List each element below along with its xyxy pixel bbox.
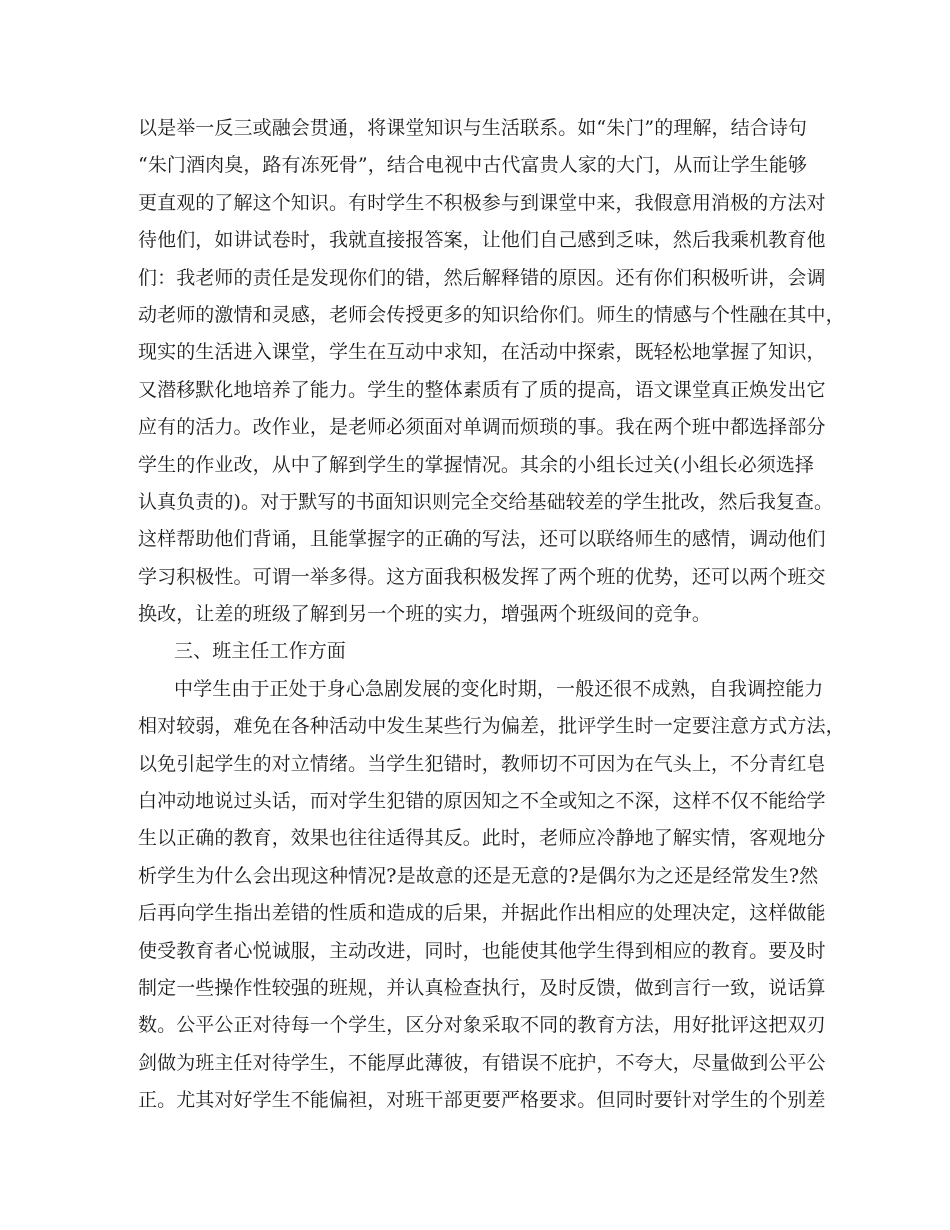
text-line: 应有的活力。改作业，是老师必须面对单调而烦琐的事。我在两个班中都选择部分 bbox=[138, 416, 826, 439]
text-line: 使受教育者心悦诚服，主动改进，同时，也能使其他学生得到相应的教育。要及时 bbox=[138, 939, 826, 962]
body-text bbox=[138, 110, 845, 1120]
text-line: 制定一些操作性较强的班规，并认真检查执行，及时反馈，做到言行一致，说话算 bbox=[138, 976, 826, 999]
text-line: 学生的作业改，从中了解到学生的掌握情况。其余的小组长过关(小组长必须选择 bbox=[138, 453, 815, 476]
text-line: 析学生为什么会出现这种情况?是故意的还是无意的?是偶尔为之还是经常发生?然 bbox=[138, 864, 819, 887]
text-line: 更直观的了解这个知识。有时学生不积极参与到课堂中来，我假意用消极的方法对 bbox=[138, 191, 826, 214]
text-line: 又潜移默化地培养了能力。学生的整体素质有了质的提高，语文课堂真正焕发出它 bbox=[138, 378, 826, 401]
text-line: 相对较弱，难免在各种活动中发生某些行为偏差，批评学生时一定要注意方式方法， bbox=[138, 715, 845, 738]
text-line: 认真负责的)。对于默写的书面知识则完全交给基础较差的学生批改，然后我复查。 bbox=[138, 490, 834, 513]
text-line: 们：我老师的责任是发现你们的错，然后解释错的原因。还有你们积极听讲，会调 bbox=[138, 266, 826, 289]
text-line: 白冲动地说过头话，而对学生犯错的原因知之不全或知之不深，这样不仅不能给学 bbox=[138, 790, 826, 813]
text-line: 这样帮助他们背诵，且能掌握字的正确的写法，还可以联络师生的感情，调动他们 bbox=[138, 528, 826, 551]
text-line: 生以正确的教育，效果也往往适得其反。此时，老师应冷静地了解实情，客观地分 bbox=[138, 827, 826, 850]
text-line: 数。公平公正对待每一个学生，区分对象采取不同的教育方法，用好批评这把双刃 bbox=[138, 1014, 826, 1037]
text-line: “朱门酒肉臭，路有冻死骨”，结合电视中古代富贵人家的大门，从而让学生能够 bbox=[138, 154, 808, 177]
text-line: 现实的生活进入课堂，学生在互动中求知，在活动中探索，既轻松地掌握了知识， bbox=[138, 341, 826, 364]
text-line: 正。尤其对好学生不能偏袒，对班干部更要严格要求。但同时要针对学生的个别差 bbox=[138, 1089, 826, 1112]
text-line: 换改，让差的班级了解到另一个班的实力，增强两个班级间的竞争。 bbox=[138, 603, 712, 626]
paragraph-first-line: 中学生由于正处于身心急剧发展的变化时期，一般还很不成熟，自我调控能力 bbox=[174, 677, 824, 700]
text-line: 动老师的激情和灵感，老师会传授更多的知识给你们。师生的情感与个性融在其中， bbox=[138, 303, 845, 326]
text-line: 待他们，如讲试卷时，我就直接报答案，让他们自己感到乏味，然后我乘机教育他 bbox=[138, 229, 826, 252]
text-line: 学习积极性。可谓一举多得。这方面我积极发挥了两个班的优势，还可以两个班交 bbox=[138, 565, 826, 588]
text-line: 以是举一反三或融会贯通，将课堂知识与生活联系。如“朱门”的理解，结合诗句 bbox=[138, 117, 808, 139]
section-heading: 三、班主任工作方面 bbox=[174, 640, 346, 663]
text-line: 剑做为班主任对待学生，不能厚此薄彼，有错误不庇护，不夸大，尽量做到公平公 bbox=[138, 1051, 826, 1074]
text-line: 后再向学生指出差错的性质和造成的后果，并据此作出相应的处理决定，这样做能 bbox=[138, 902, 826, 925]
text-line: 以免引起学生的对立情绪。当学生犯错时，教师切不可因为在气头上，不分青红皂 bbox=[138, 752, 826, 775]
